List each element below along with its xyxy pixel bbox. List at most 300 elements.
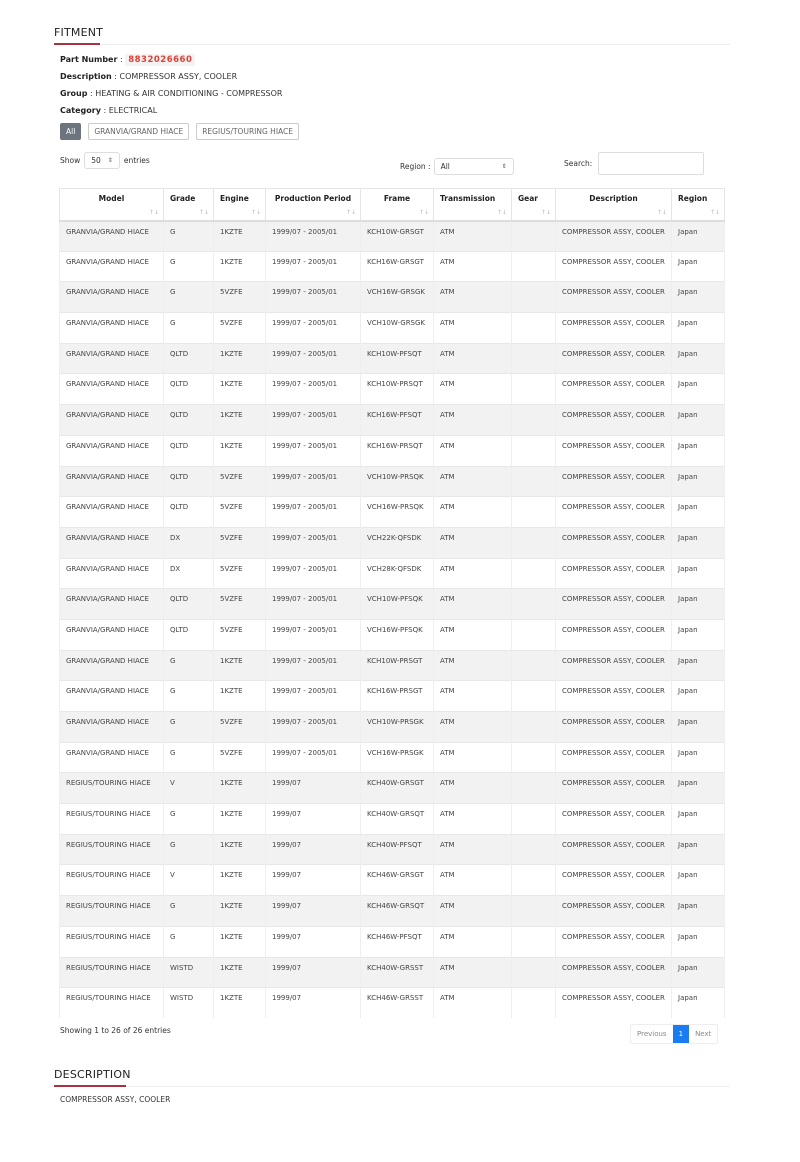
cell-model: GRANVIA/GRAND HIACE [60, 650, 164, 681]
cell-gear [512, 497, 556, 528]
cell-grade: QLTD [164, 619, 214, 650]
fitment-section-title [54, 26, 730, 45]
cell-transmission: ATM [434, 681, 512, 712]
cell-grade: G [164, 712, 214, 743]
cell-region: Japan [672, 313, 725, 344]
group-label: Group [60, 89, 88, 98]
cell-gear [512, 926, 556, 957]
table-row [60, 497, 725, 528]
cell-production-period: 1999/07 - 2005/01 [266, 343, 361, 374]
cell-grade: G [164, 834, 214, 865]
sort-icon: ↑↓ [656, 208, 667, 216]
cell-region: Japan [672, 834, 725, 865]
cell-production-period: 1999/07 - 2005/01 [266, 435, 361, 466]
cell-grade: V [164, 773, 214, 804]
cell-frame: KCH16W-PFSQT [361, 405, 434, 436]
cell-frame: KCH40W-GRSGT [361, 773, 434, 804]
cell-grade: V [164, 865, 214, 896]
filter-regius-button[interactable]: REGIUS/TOURING HIACE [196, 123, 299, 140]
cell-frame: VCH22K-QFSDK [361, 527, 434, 558]
filter-all-button[interactable]: All [60, 123, 81, 140]
cell-gear [512, 282, 556, 313]
cell-model: REGIUS/TOURING HIACE [60, 773, 164, 804]
cell-engine: 1KZTE [214, 988, 266, 1019]
description-value: COMPRESSOR ASSY, COOLER [119, 72, 238, 81]
cell-engine: 1KZTE [214, 251, 266, 282]
cell-transmission: ATM [434, 466, 512, 497]
cell-grade: QLTD [164, 435, 214, 466]
cell-production-period: 1999/07 [266, 834, 361, 865]
cell-description: COMPRESSOR ASSY, COOLER [556, 834, 672, 865]
cell-gear [512, 834, 556, 865]
cell-region: Japan [672, 527, 725, 558]
cell-frame: VCH10W-PRSGK [361, 712, 434, 743]
cell-description: COMPRESSOR ASSY, COOLER [556, 926, 672, 957]
cell-gear [512, 405, 556, 436]
column-header-label: Production Period [274, 194, 352, 203]
cell-model: REGIUS/TOURING HIACE [60, 804, 164, 835]
search-input[interactable] [598, 152, 704, 175]
cell-description: COMPRESSOR ASSY, COOLER [556, 742, 672, 773]
cell-description: COMPRESSOR ASSY, COOLER [556, 466, 672, 497]
part-number-row [60, 51, 730, 68]
cell-model: REGIUS/TOURING HIACE [60, 926, 164, 957]
cell-region: Japan [672, 804, 725, 835]
table-row [60, 988, 725, 1019]
cell-region: Japan [672, 343, 725, 374]
cell-transmission: ATM [434, 926, 512, 957]
cell-engine: 5VZFE [214, 619, 266, 650]
cell-gear [512, 313, 556, 344]
cell-transmission: ATM [434, 834, 512, 865]
column-header-production-period[interactable] [266, 189, 361, 221]
cell-grade: QLTD [164, 405, 214, 436]
cell-model: GRANVIA/GRAND HIACE [60, 435, 164, 466]
cell-transmission: ATM [434, 896, 512, 927]
cell-model: GRANVIA/GRAND HIACE [60, 374, 164, 405]
cell-gear [512, 221, 556, 252]
cell-description: COMPRESSOR ASSY, COOLER [556, 865, 672, 896]
cell-grade: G [164, 926, 214, 957]
cell-description: COMPRESSOR ASSY, COOLER [556, 681, 672, 712]
table-row [60, 313, 725, 344]
cell-model: GRANVIA/GRAND HIACE [60, 742, 164, 773]
cell-transmission: ATM [434, 374, 512, 405]
cell-transmission: ATM [434, 527, 512, 558]
table-row [60, 742, 725, 773]
cell-gear [512, 742, 556, 773]
cell-gear [512, 681, 556, 712]
cell-engine: 1KZTE [214, 773, 266, 804]
cell-description: COMPRESSOR ASSY, COOLER [556, 988, 672, 1019]
cell-region: Japan [672, 282, 725, 313]
cell-grade: QLTD [164, 589, 214, 620]
table-row [60, 405, 725, 436]
cell-engine: 1KZTE [214, 650, 266, 681]
table-row [60, 619, 725, 650]
cell-production-period: 1999/07 - 2005/01 [266, 497, 361, 528]
group-row [60, 85, 730, 102]
cell-region: Japan [672, 742, 725, 773]
cell-transmission: ATM [434, 773, 512, 804]
fitment-table [59, 188, 725, 1018]
part-info [60, 51, 730, 119]
cell-gear [512, 804, 556, 835]
cell-frame: VCH16W-GRSGK [361, 282, 434, 313]
cell-description: COMPRESSOR ASSY, COOLER [556, 313, 672, 344]
description-label: Description [60, 72, 112, 81]
cell-description: COMPRESSOR ASSY, COOLER [556, 712, 672, 743]
cell-model: GRANVIA/GRAND HIACE [60, 558, 164, 589]
region-filter [400, 158, 514, 175]
cell-description: COMPRESSOR ASSY, COOLER [556, 405, 672, 436]
table-row [60, 865, 725, 896]
cell-frame: KCH10W-PRSQT [361, 374, 434, 405]
cell-gear [512, 865, 556, 896]
cell-gear [512, 712, 556, 743]
cell-frame: KCH46W-GRSGT [361, 865, 434, 896]
separator: : [111, 72, 120, 81]
cell-engine: 5VZFE [214, 742, 266, 773]
column-header-frame[interactable] [361, 189, 434, 221]
column-header-grade[interactable] [164, 189, 214, 221]
cell-grade: QLTD [164, 497, 214, 528]
cell-description: COMPRESSOR ASSY, COOLER [556, 558, 672, 589]
group-value: HEATING & AIR CONDITIONING - COMPRESSOR [95, 89, 283, 98]
cell-production-period: 1999/07 - 2005/01 [266, 527, 361, 558]
cell-grade: WISTD [164, 988, 214, 1019]
cell-production-period: 1999/07 [266, 988, 361, 1019]
select-caret-icon: ⇕ [107, 157, 113, 164]
select-caret-icon: ⇕ [501, 163, 507, 170]
cell-production-period: 1999/07 - 2005/01 [266, 619, 361, 650]
cell-description: COMPRESSOR ASSY, COOLER [556, 804, 672, 835]
cell-transmission: ATM [434, 712, 512, 743]
column-header-label: Region [678, 194, 708, 203]
filter-granvia-button[interactable]: GRANVIA/GRAND HIACE [88, 123, 189, 140]
cell-gear [512, 650, 556, 681]
cell-engine: 1KZTE [214, 681, 266, 712]
cell-frame: KCH40W-GRSQT [361, 804, 434, 835]
separator: : [117, 55, 126, 64]
cell-gear [512, 435, 556, 466]
cell-engine: 5VZFE [214, 313, 266, 344]
sort-icon: ↑↓ [709, 208, 720, 216]
cell-production-period: 1999/07 [266, 926, 361, 957]
cell-production-period: 1999/07 - 2005/01 [266, 251, 361, 282]
cell-gear [512, 527, 556, 558]
category-value: ELECTRICAL [108, 106, 158, 115]
description-title-text: DESCRIPTION [54, 1068, 131, 1082]
cell-engine: 1KZTE [214, 865, 266, 896]
title-underline [54, 43, 100, 45]
cell-model: REGIUS/TOURING HIACE [60, 865, 164, 896]
pagination [630, 1024, 718, 1044]
cell-production-period: 1999/07 [266, 896, 361, 927]
cell-region: Japan [672, 650, 725, 681]
cell-grade: G [164, 681, 214, 712]
table-row [60, 251, 725, 282]
category-label: Category [60, 106, 101, 115]
cell-description: COMPRESSOR ASSY, COOLER [556, 497, 672, 528]
cell-frame: VCH10W-PFSQK [361, 589, 434, 620]
cell-transmission: ATM [434, 313, 512, 344]
cell-engine: 5VZFE [214, 712, 266, 743]
entries-label: entries [123, 156, 150, 165]
cell-transmission: ATM [434, 988, 512, 1019]
cell-region: Japan [672, 497, 725, 528]
cell-model: GRANVIA/GRAND HIACE [60, 251, 164, 282]
table-row [60, 527, 725, 558]
table-header-row [60, 189, 725, 221]
cell-grade: QLTD [164, 343, 214, 374]
cell-transmission: ATM [434, 405, 512, 436]
cell-production-period: 1999/07 - 2005/01 [266, 650, 361, 681]
show-label: Show [60, 156, 81, 165]
category-row [60, 102, 730, 119]
cell-description: COMPRESSOR ASSY, COOLER [556, 343, 672, 374]
column-header-model[interactable] [60, 189, 164, 221]
column-header-label: Frame [383, 194, 411, 203]
cell-frame: KCH10W-PRSGT [361, 650, 434, 681]
table-body [60, 221, 725, 1019]
cell-transmission: ATM [434, 497, 512, 528]
cell-region: Japan [672, 712, 725, 743]
cell-description: COMPRESSOR ASSY, COOLER [556, 650, 672, 681]
column-header-label: Gear [518, 194, 539, 203]
cell-grade: G [164, 896, 214, 927]
cell-gear [512, 343, 556, 374]
cell-frame: KCH46W-GRSQT [361, 896, 434, 927]
table-row [60, 435, 725, 466]
cell-frame: KCH10W-PFSQT [361, 343, 434, 374]
cell-model: REGIUS/TOURING HIACE [60, 896, 164, 927]
table-row [60, 926, 725, 957]
cell-region: Japan [672, 589, 725, 620]
region-label: Region : [400, 162, 431, 171]
cell-engine: 1KZTE [214, 343, 266, 374]
cell-model: GRANVIA/GRAND HIACE [60, 466, 164, 497]
cell-model: GRANVIA/GRAND HIACE [60, 221, 164, 252]
cell-description: COMPRESSOR ASSY, COOLER [556, 589, 672, 620]
cell-model: REGIUS/TOURING HIACE [60, 957, 164, 988]
cell-transmission: ATM [434, 650, 512, 681]
cell-model: GRANVIA/GRAND HIACE [60, 589, 164, 620]
cell-region: Japan [672, 435, 725, 466]
table-controls [54, 152, 730, 188]
cell-model: GRANVIA/GRAND HIACE [60, 343, 164, 374]
cell-production-period: 1999/07 [266, 804, 361, 835]
cell-gear [512, 374, 556, 405]
cell-description: COMPRESSOR ASSY, COOLER [556, 374, 672, 405]
cell-transmission: ATM [434, 742, 512, 773]
cell-model: GRANVIA/GRAND HIACE [60, 527, 164, 558]
cell-gear [512, 773, 556, 804]
cell-grade: G [164, 251, 214, 282]
sort-icon: ↑↓ [250, 208, 261, 216]
table-row [60, 558, 725, 589]
fitment-title-text: FITMENT [54, 26, 104, 39]
cell-transmission: ATM [434, 619, 512, 650]
table-row [60, 650, 725, 681]
table-row [60, 834, 725, 865]
cell-description: COMPRESSOR ASSY, COOLER [556, 896, 672, 927]
description-row [60, 68, 730, 85]
cell-frame: VCH10W-PRSQK [361, 466, 434, 497]
description-text: COMPRESSOR ASSY, COOLER [60, 1095, 171, 1105]
cell-model: REGIUS/TOURING HIACE [60, 988, 164, 1019]
cell-region: Japan [672, 221, 725, 252]
cell-production-period: 1999/07 - 2005/01 [266, 282, 361, 313]
cell-engine: 5VZFE [214, 558, 266, 589]
column-header-transmission[interactable] [434, 189, 512, 221]
cell-region: Japan [672, 405, 725, 436]
column-header-engine[interactable] [214, 189, 266, 221]
column-header-gear[interactable] [512, 189, 556, 221]
table-row [60, 712, 725, 743]
sort-icon: ↑↓ [345, 208, 356, 216]
table-row [60, 804, 725, 835]
cell-region: Japan [672, 558, 725, 589]
cell-production-period: 1999/07 - 2005/01 [266, 221, 361, 252]
search-box [564, 152, 704, 175]
cell-model: GRANVIA/GRAND HIACE [60, 497, 164, 528]
cell-frame: KCH46W-GRSST [361, 988, 434, 1019]
cell-frame: KCH46W-PFSQT [361, 926, 434, 957]
cell-frame: VCH16W-PRSQK [361, 497, 434, 528]
cell-gear [512, 558, 556, 589]
cell-engine: 1KZTE [214, 435, 266, 466]
cell-model: GRANVIA/GRAND HIACE [60, 405, 164, 436]
cell-region: Japan [672, 619, 725, 650]
column-header-label: Transmission [440, 194, 496, 203]
cell-gear [512, 896, 556, 927]
table-row [60, 957, 725, 988]
table-row [60, 896, 725, 927]
column-header-label: Model [98, 194, 125, 203]
cell-region: Japan [672, 681, 725, 712]
cell-grade: QLTD [164, 374, 214, 405]
show-entries [60, 152, 150, 169]
cell-transmission: ATM [434, 804, 512, 835]
title-underline [54, 1085, 126, 1087]
entries-select[interactable] [84, 152, 120, 169]
cell-grade: G [164, 282, 214, 313]
table-row [60, 773, 725, 804]
entries-select-value: 50 [91, 156, 101, 165]
cell-model: REGIUS/TOURING HIACE [60, 834, 164, 865]
cell-description: COMPRESSOR ASSY, COOLER [556, 957, 672, 988]
cell-gear [512, 988, 556, 1019]
cell-production-period: 1999/07 [266, 773, 361, 804]
cell-transmission: ATM [434, 251, 512, 282]
cell-description: COMPRESSOR ASSY, COOLER [556, 527, 672, 558]
cell-production-period: 1999/07 [266, 865, 361, 896]
page-1-button[interactable]: 1 [673, 1025, 689, 1043]
cell-gear [512, 251, 556, 282]
table-row [60, 343, 725, 374]
cell-grade: DX [164, 558, 214, 589]
cell-frame: KCH10W-GRSGT [361, 221, 434, 252]
cell-region: Japan [672, 773, 725, 804]
cell-engine: 1KZTE [214, 926, 266, 957]
cell-description: COMPRESSOR ASSY, COOLER [556, 251, 672, 282]
table-footer [54, 1024, 730, 1054]
column-header-region[interactable] [672, 189, 725, 221]
cell-engine: 5VZFE [214, 466, 266, 497]
column-header-label: Description [589, 194, 638, 203]
sort-icon: ↑↓ [540, 208, 551, 216]
separator: : [100, 106, 109, 115]
cell-engine: 1KZTE [214, 374, 266, 405]
cell-engine: 5VZFE [214, 589, 266, 620]
entries-info: Showing 1 to 26 of 26 entries [60, 1026, 171, 1036]
table-row [60, 221, 725, 252]
cell-gear [512, 589, 556, 620]
cell-engine: 1KZTE [214, 896, 266, 927]
cell-engine: 1KZTE [214, 834, 266, 865]
cell-transmission: ATM [434, 558, 512, 589]
cell-gear [512, 957, 556, 988]
cell-engine: 5VZFE [214, 497, 266, 528]
cell-transmission: ATM [434, 865, 512, 896]
region-select-value: All [440, 162, 450, 171]
cell-description: COMPRESSOR ASSY, COOLER [556, 282, 672, 313]
cell-production-period: 1999/07 - 2005/01 [266, 681, 361, 712]
cell-transmission: ATM [434, 282, 512, 313]
cell-grade: DX [164, 527, 214, 558]
cell-engine: 5VZFE [214, 527, 266, 558]
column-header-label: Engine [220, 194, 249, 203]
cell-production-period: 1999/07 - 2005/01 [266, 712, 361, 743]
cell-engine: 1KZTE [214, 804, 266, 835]
next-button[interactable]: Next [695, 1030, 712, 1039]
cell-description: COMPRESSOR ASSY, COOLER [556, 221, 672, 252]
cell-model: GRANVIA/GRAND HIACE [60, 712, 164, 743]
cell-engine: 1KZTE [214, 221, 266, 252]
cell-production-period: 1999/07 [266, 957, 361, 988]
previous-button[interactable]: Previous [637, 1030, 667, 1039]
cell-production-period: 1999/07 - 2005/01 [266, 466, 361, 497]
cell-region: Japan [672, 865, 725, 896]
cell-gear [512, 619, 556, 650]
sort-icon: ↑↓ [148, 208, 159, 216]
search-label: Search: [564, 159, 593, 168]
cell-transmission: ATM [434, 435, 512, 466]
description-section-title [54, 1068, 730, 1087]
cell-model: GRANVIA/GRAND HIACE [60, 681, 164, 712]
cell-frame: VCH16W-PFSQK [361, 619, 434, 650]
cell-production-period: 1999/07 - 2005/01 [266, 405, 361, 436]
cell-region: Japan [672, 926, 725, 957]
cell-model: GRANVIA/GRAND HIACE [60, 282, 164, 313]
cell-engine: 5VZFE [214, 282, 266, 313]
cell-production-period: 1999/07 - 2005/01 [266, 742, 361, 773]
cell-description: COMPRESSOR ASSY, COOLER [556, 619, 672, 650]
cell-transmission: ATM [434, 343, 512, 374]
region-select[interactable] [434, 158, 514, 175]
cell-grade: G [164, 804, 214, 835]
cell-frame: KCH40W-GRSST [361, 957, 434, 988]
column-header-description[interactable] [556, 189, 672, 221]
table-row [60, 282, 725, 313]
cell-grade: G [164, 650, 214, 681]
cell-transmission: ATM [434, 221, 512, 252]
sort-icon: ↑↓ [496, 208, 507, 216]
cell-frame: KCH40W-PFSQT [361, 834, 434, 865]
cell-frame: VCH28K-QFSDK [361, 558, 434, 589]
cell-region: Japan [672, 466, 725, 497]
